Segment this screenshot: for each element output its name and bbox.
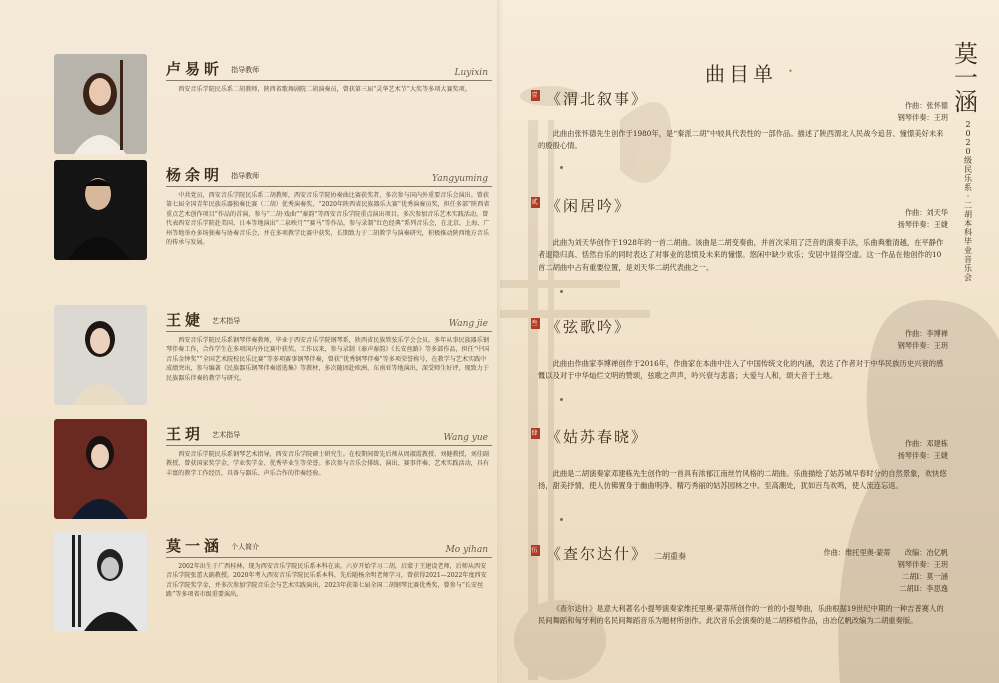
divider-dot — [560, 518, 563, 521]
portrait-photo — [54, 419, 147, 519]
piece-credits — [824, 547, 948, 595]
profile-role: 个人简介 — [231, 543, 260, 551]
vertical-title-char: 涵 — [954, 88, 978, 116]
credit-line: 扬琴伴奏：王婕 — [897, 451, 948, 460]
profile-role: 艺术指导 — [212, 317, 241, 325]
portrait-image — [54, 54, 147, 154]
piece-description: 《查尔达什》是意大利著名小提琴演奏家维托里奥·蒙蒂所创作的一首的小提琴曲，乐曲根据19世纪中期的一种吉普赛人的民间舞蹈和匈牙利的名民间舞蹈音乐为题材所创作。此次音乐会演奏的是二胡移植作品，由冶亿帆改编为二胡重奏版。 — [538, 604, 944, 626]
portrait-photo — [54, 531, 147, 631]
profile-bio: 西安音乐学院民乐系二胡教师，陕西省歌舞剧院二胡演奏员，曾获第三届“灵华艺术节”大奖等多项大赛奖项。 — [178, 86, 471, 93]
vertical-title-char: 一 — [954, 64, 978, 92]
profile-bio: 西安音乐学院民乐系钢琴伴奏教师，毕业于西安音乐学院钢琴系，陕西省民族管弦乐学会会员。多年从事民族器乐钢琴伴奏工作，合作学生在多项国内外比赛中获奖。工作以来，参与录制《秦声秦韵》《长安丝路》等多部作品，担任“中国音乐金钟奖”“全国艺术院校民乐比赛”等多项赛事钢琴伴奏，曾获“优秀钢琴伴奏”等多项荣誉称号，在教学与艺术实践中成绩突出，参与编著《民族器乐钢琴伴奏谱选集》等教材，多次随团赴欧洲、东南亚等地演出，深受师生好评，现致力于民族器乐伴奏的教学与研究。 — [166, 337, 490, 382]
piece-description: 此曲由张怀德先生创作于1980年，是“秦派二胡”中较具代表性的一部作品。描述了陕西渭北人民战今追昔、憧憬美好未来的殷殷心情。 — [538, 129, 944, 151]
piece-description: 此曲由作曲家李博禅创作于2016年，作曲家在本曲中注入了中国传统文化的内涵，表达了作者对于中华民族历史兴衰的感慨以及对于中华灿烂文明的赞颂，弦歌之声声，吟兴衰与悲喜；大爱与人和，颂大音于土地。 — [538, 359, 944, 381]
credit-line: 钢琴伴奏：王玥 — [897, 560, 948, 569]
vertical-subtitle-char: 乐 — [964, 264, 972, 273]
program-piece — [531, 426, 948, 493]
profile-name: 莫一涵 — [166, 537, 224, 555]
profile-signature: Wang yue — [443, 433, 488, 443]
profile-bio: 2002年出生于广西桂林，现为西安音乐学院民乐系本科在读，六岁开始学习二胡，启蒙于王建设老师，后师从西安音乐学院张蕾大副教授。2020年考入西安音乐学院民乐系本科，先后随杨余明老师学习，曾获得2021—2022年度西安音乐学院奖学金，并多次参加学院音乐会与艺术实践演出，2023年获第七届全国二胡钢琴比赛优秀奖，曾参与“长安丝路”等多项省市级重要演出。 — [166, 563, 487, 599]
piece-title-group — [546, 543, 686, 564]
divider-dot — [560, 290, 563, 293]
credit-line: 作曲：邓建栋 — [904, 439, 948, 448]
piece-number-seal: 伍 — [531, 547, 540, 554]
divider — [166, 557, 492, 558]
vertical-subtitle — [963, 120, 973, 282]
piece-title: 《渭北叙事》 — [546, 90, 649, 108]
vertical-subtitle-char: 会 — [964, 273, 972, 282]
profile-signature: Wang jie — [448, 319, 488, 329]
piece-number-seal: 贰 — [531, 199, 540, 206]
portrait-image — [54, 305, 147, 405]
program-title: 曲目单 — [705, 62, 777, 86]
credit-line: 作曲：李博禅 — [904, 329, 948, 338]
credit-line: 作曲：刘天华 — [904, 208, 948, 217]
vertical-subtitle-char: 级 — [964, 156, 972, 165]
piece-title: 《姑苏春晓》 — [546, 428, 649, 446]
vertical-subtitle-char: 2 — [965, 138, 971, 147]
profile-role: 艺术指导 — [212, 431, 241, 439]
vertical-title — [952, 42, 980, 114]
vertical-subtitle-char: 科 — [964, 228, 972, 237]
credit-line: 二胡II：李思逸 — [899, 584, 948, 593]
profile-signature: Luyixin — [454, 68, 488, 78]
title-seal-icon: ✦ — [788, 68, 794, 75]
piece-credits — [898, 328, 948, 352]
piece-credits — [898, 438, 948, 462]
divider-dot — [560, 398, 563, 401]
page-fold — [497, 0, 503, 683]
divider — [166, 186, 492, 187]
right-page — [500, 0, 999, 683]
portrait-image — [54, 160, 147, 260]
profile-role: 指导教师 — [231, 66, 260, 74]
credit-line: 钢琴伴奏：王玥 — [897, 113, 948, 122]
portrait-photo — [54, 54, 147, 154]
credit-line: 扬琴伴奏：王婕 — [897, 220, 948, 229]
profile-bio: 西安音乐学院民乐系钢琴艺术指导，西安音乐学院硕士研究生。在校期间曾先后师从周淑霞教授、刘健教授，刘佳副教授，曾获国家奖学金、学业奖学金、优秀毕业生等荣誉。多次参与音乐会排练、演出、赛事伴奏、艺术实践活动，具有丰富的教学工作经历，具备与器乐、声乐合作的伴奏经验。 — [166, 451, 489, 477]
credit-line: 钢琴伴奏：王玥 — [897, 341, 948, 350]
profile-name: 王婕 — [166, 311, 205, 329]
piece-title: 《弦歌吟》 — [546, 318, 632, 336]
profile-role: 指导教师 — [231, 172, 260, 180]
piece-credits — [898, 100, 948, 124]
credit-line: 作曲：维托里奥·蒙蒂 改编：冶亿帆 — [823, 548, 948, 557]
program-piece — [531, 88, 948, 153]
vertical-subtitle-char: 0 — [965, 129, 971, 138]
profile-name: 王玥 — [166, 425, 205, 443]
piece-number-seal: 肆 — [531, 430, 540, 437]
vertical-subtitle-char: 二 — [964, 201, 972, 210]
vertical-subtitle-char: 胡 — [964, 210, 972, 219]
divider — [166, 445, 492, 446]
divider — [166, 331, 492, 332]
vertical-subtitle-char: 业 — [964, 246, 972, 255]
vertical-subtitle-char: 音 — [964, 255, 972, 264]
profile-signature: Mo yihan — [445, 545, 488, 555]
profile-signature: Yangyuming — [431, 174, 488, 184]
piece-description: 此曲是二胡演奏家邓建栋先生创作的一首具有浓郁江南丝竹风格的二胡曲。乐曲描绘了姑苏城早春时分的自然景象，欢快悠扬，甜美抒情，使人仿佛置身于幽曲明净、精巧秀丽的姑苏园林之中。至高潮处，犹如百鸟欢鸣，使人流连忘返。 — [538, 469, 947, 491]
credit-line: 二胡I：莫一涵 — [902, 572, 948, 581]
piece-number-seal: 叁 — [531, 320, 540, 327]
vertical-subtitle-char: 2 — [965, 120, 971, 129]
piece-title: 《闲居吟》 — [546, 197, 632, 215]
vertical-title-char: 莫 — [954, 40, 978, 68]
vertical-subtitle-char: 本 — [964, 219, 972, 228]
piece-credits — [898, 207, 948, 231]
piece-title: 《查尔达什》 — [546, 545, 649, 563]
profile-name: 杨余明 — [166, 166, 224, 184]
vertical-subtitle-char: · — [966, 192, 970, 201]
vertical-subtitle-char: 毕 — [964, 237, 972, 246]
piece-description: 此曲为刘天华创作于1928年的一首二胡曲。该曲是二胡变奏曲，并首次采用了泛音的演奏手法，乐曲典雅清越，在平静作者退隐归真、恬然自乐的同时表达了对事业的悲愤及未来的憧憬。悠闲中缺少欢乐；安居中显得空虚。这一作品在他创作的10首二胡曲中占有重要位置，是刘天华二胡代表曲之一。 — [538, 238, 944, 272]
divider-dot — [560, 166, 563, 169]
portrait-photo — [54, 160, 147, 260]
program-piece — [531, 316, 948, 383]
portrait-image — [54, 419, 147, 519]
program-piece — [531, 543, 948, 628]
piece-number-seal: 壹 — [531, 92, 540, 99]
vertical-subtitle-char: 民 — [964, 165, 972, 174]
profile-bio: 中共党员，西安音乐学院民乐系二胡教师，西安音乐学院协奏曲比赛获奖者，多次参与国内外重要音乐会演出。曾获第七届全国青年民族乐器独奏比赛（二胡）优秀演奏奖，“2020年陕西省民族器乐大赛”优秀演奏员奖，担任多部“陕西省重点艺术创作项目”作品的首演，参与“二胡·戏曲”“秦韵”等西安音乐学院重点演出项目。多次参加音乐艺术实践活动，曾代表西安音乐学院赴美国、日本等地演出“二泉映月”“赛马”等作品，参与录制“红色经典”系列音乐会，在北京、上海、广州等地举办多场独奏与协奏音乐会，并在多项教学比赛中获奖，长期致力于二胡教学与演奏研究，积极推动陕西地方音乐的传承与发展。 — [166, 192, 490, 247]
credit-line: 作曲：张怀德 — [904, 101, 948, 110]
divider — [166, 80, 492, 81]
piece-note: 二胡重奏 — [654, 552, 687, 561]
portrait-photo — [54, 305, 147, 405]
vertical-subtitle-char: 0 — [965, 147, 971, 156]
portrait-image — [54, 531, 147, 631]
vertical-subtitle-char: 系 — [964, 183, 972, 192]
profile-name: 卢易昕 — [166, 60, 224, 78]
vertical-subtitle-char: 乐 — [964, 174, 972, 183]
program-piece — [531, 195, 948, 274]
